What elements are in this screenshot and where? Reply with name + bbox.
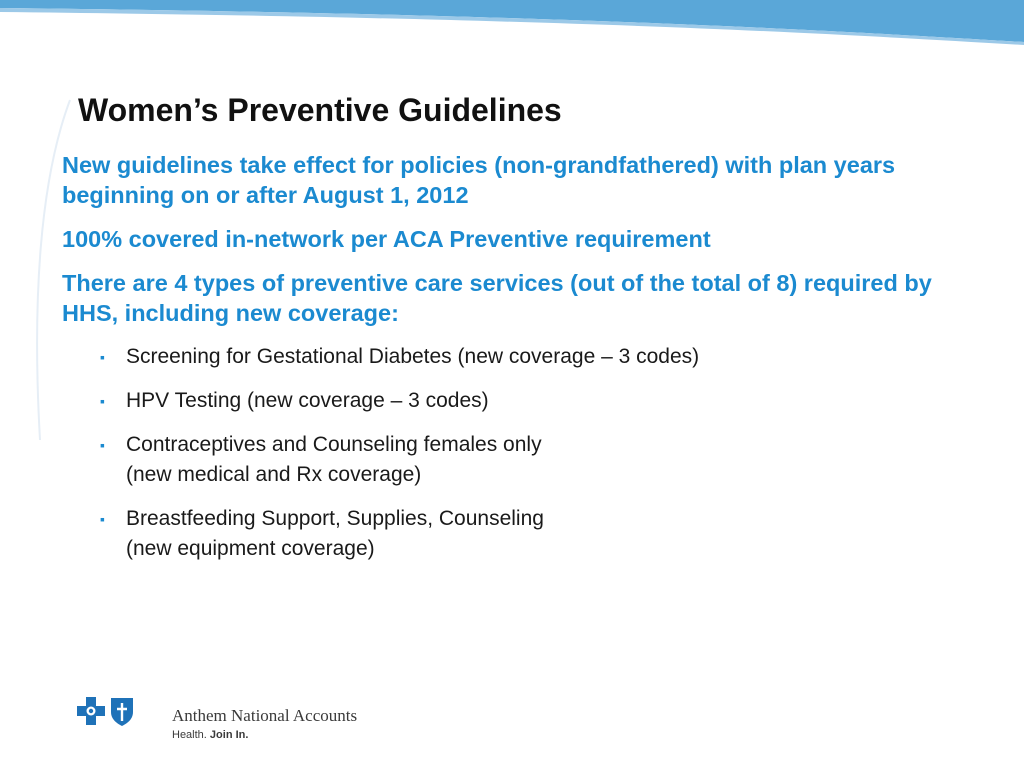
bullet-square-icon: ▪	[100, 349, 105, 365]
bullet-item	[100, 430, 942, 490]
bullet-square-icon: ▪	[100, 437, 105, 453]
blue-cross-icon	[77, 697, 105, 725]
bullet-text: Breastfeeding Support, Supplies, Counseling (new equipment coverage)	[126, 507, 544, 560]
paragraph-effective-date: New guidelines take effect for policies (non-grandfathered) with plan years beginning on or after August 1, 2012	[62, 152, 896, 208]
bullet-item	[100, 342, 942, 372]
tagline-join-in: Join In.	[209, 729, 249, 741]
bullet-text: Contraceptives and Counseling females only (new medical and Rx coverage)	[126, 433, 542, 486]
blue-cross-blue-shield-logo	[76, 694, 136, 728]
bullet-text: Screening for Gestational Diabetes (new coverage – 3 codes)	[126, 345, 700, 368]
bullet-square-icon: ▪	[100, 393, 105, 409]
slide-content	[62, 150, 942, 578]
bullet-list	[62, 342, 942, 564]
slide-title: Women’s Preventive Guidelines	[78, 92, 562, 128]
company-name: Anthem National Accounts	[172, 706, 358, 725]
company-tagline	[172, 729, 248, 741]
bullet-item	[100, 504, 942, 564]
bullet-text: HPV Testing (new coverage – 3 codes)	[126, 389, 489, 412]
tagline-health: Health.	[172, 729, 207, 741]
paragraph-coverage: 100% covered in-network per ACA Preventive requirement	[62, 226, 711, 252]
blue-shield-icon	[111, 698, 133, 726]
bullet-item	[100, 386, 942, 416]
bullet-square-icon: ▪	[100, 511, 105, 527]
paragraph-service-types: There are 4 types of preventive care services (out of the total of 8) required by HHS, including new coverage:	[62, 270, 932, 326]
